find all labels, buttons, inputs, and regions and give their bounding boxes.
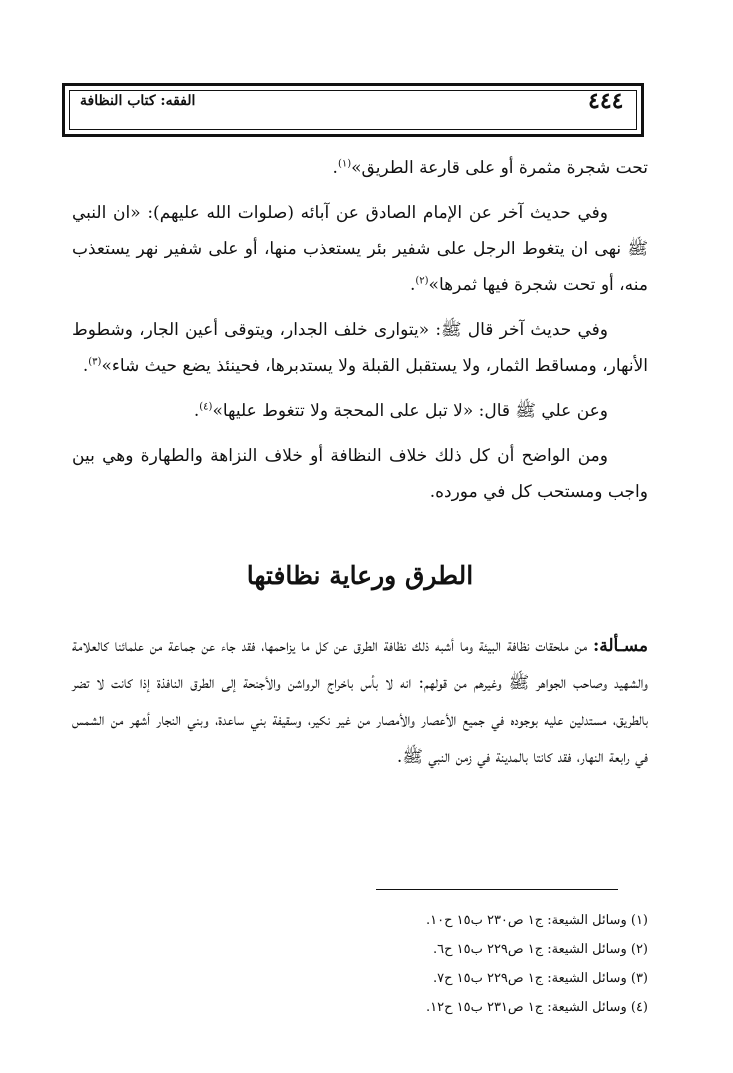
page-number: ٤٤٤ [588,88,624,114]
footnote-ref-3: (٣) [88,356,102,368]
footnote-1: (١) وسائل الشيعة: ج١ ص٢٣٠ ب١٥ ح١٠. [425,913,648,928]
paragraph-5: ومن الواضح أن كل ذلك خلاف النظافة أو خلاف النزاهة والطهارة وهي بين واجب ومستحب كل في مورده. [72,446,648,502]
footnote-separator [376,889,618,890]
footnote-ref-1: (١) [337,158,352,170]
paragraph-3-text: وفي حديث آخر قال ﷺ: «يتوارى خلف الجدار، ويتوقى أعين الجار، وشطوط الأنهار، ومساقط الثمار، ولا يستقبل القبلة ولا يستدبرها، فحينئذ يضع حيث شاء» [72,320,648,376]
paragraph-3: وفي حديث آخر قال ﷺ: «يتوارى خلف الجدار، ويتوقى أعين الجار، وشطوط الأنهار، ومساقط الثمار، ولا يستقبل القبلة ولا يستدبرها، فحينئذ يضع حيث شاء»$^{(٣)}$. [72,320,648,376]
main-text-block [72,150,648,519]
footnote-3: (٣) وسائل الشيعة: ج١ ص٢٢٩ ب١٥ ح٧. [432,971,648,986]
footnote-ref-4: (٤) [199,401,213,413]
footnote-ref-2: (٢) [415,275,429,287]
section-text-block [72,628,648,776]
section-paragraph [72,628,648,776]
section-paragraph-text: من ملحقات نظافة البيئة وما أشبه ذلك نظافة الطرق عن كل ما يزاحمها، فقد جاء عن جماعة من علمائنا كالعلامة والشهيد وصاحب الجواهر ﷺ وغيرهم من قولهم: انه لا بأس باخراج الرواشن والأجنحة إلى الطرق النافذة إذا كانت لا تضر بالطريق، مستدلين عليه بوجوده في جميع الأعصار والأمصار من غير نكير، وسقيفة بني ساعدة، وبني النجار أشهر من الشمس في رابعة النهار، فقد كانتا بالمدينة في زمن النبي ﷺ. [72,636,648,767]
footnote-2: (٢) وسائل الشيعة: ج١ ص٢٢٩ ب١٥ ح٦. [432,942,648,957]
paragraph-4-text: وعن علي ﷺ قال: «لا تبل على المحجة ولا تتغوط عليها» [212,401,608,421]
section-heading: الطرق ورعاية نظافتها [246,561,474,590]
paragraph-1-text: تحت شجرة مثمرة أو على قارعة الطريق» [351,158,648,178]
footnote-4: (٤) وسائل الشيعة: ج١ ص٢٣١ ب١٥ ح١٢. [425,1000,648,1015]
paragraph-2: وفي حديث آخر عن الإمام الصادق عن آبائه (صلوات الله عليهم): «ان النبي ﷺ نهى ان يتغوط الرجل على شفير بئر يستعذب منها، أو على شفير نهر يستعذب منه، أو تحت شجرة فيها ثمرها»$^{(٢)}$. [72,203,648,295]
running-header-frame [62,83,644,137]
paragraph-2-text: وفي حديث آخر عن الإمام الصادق عن آبائه (صلوات الله عليهم): «ان النبي ﷺ نهى ان يتغوط الرجل على شفير بئر يستعذب منها، أو على شفير نهر يستعذب منه، أو تحت شجرة فيها ثمرها» [72,203,648,295]
paragraph-1: تحت شجرة مثمرة أو على قارعة الطريق»$^{(١)}$. [332,158,648,178]
masala-label: مسـألة: [592,636,648,656]
running-header-title: الفقه: كتاب النظافة [80,93,196,109]
paragraph-4: وعن علي ﷺ قال: «لا تبل على المحجة ولا تتغوط عليها»$^{(٤)}$. [193,401,608,421]
footnotes [200,906,648,1022]
